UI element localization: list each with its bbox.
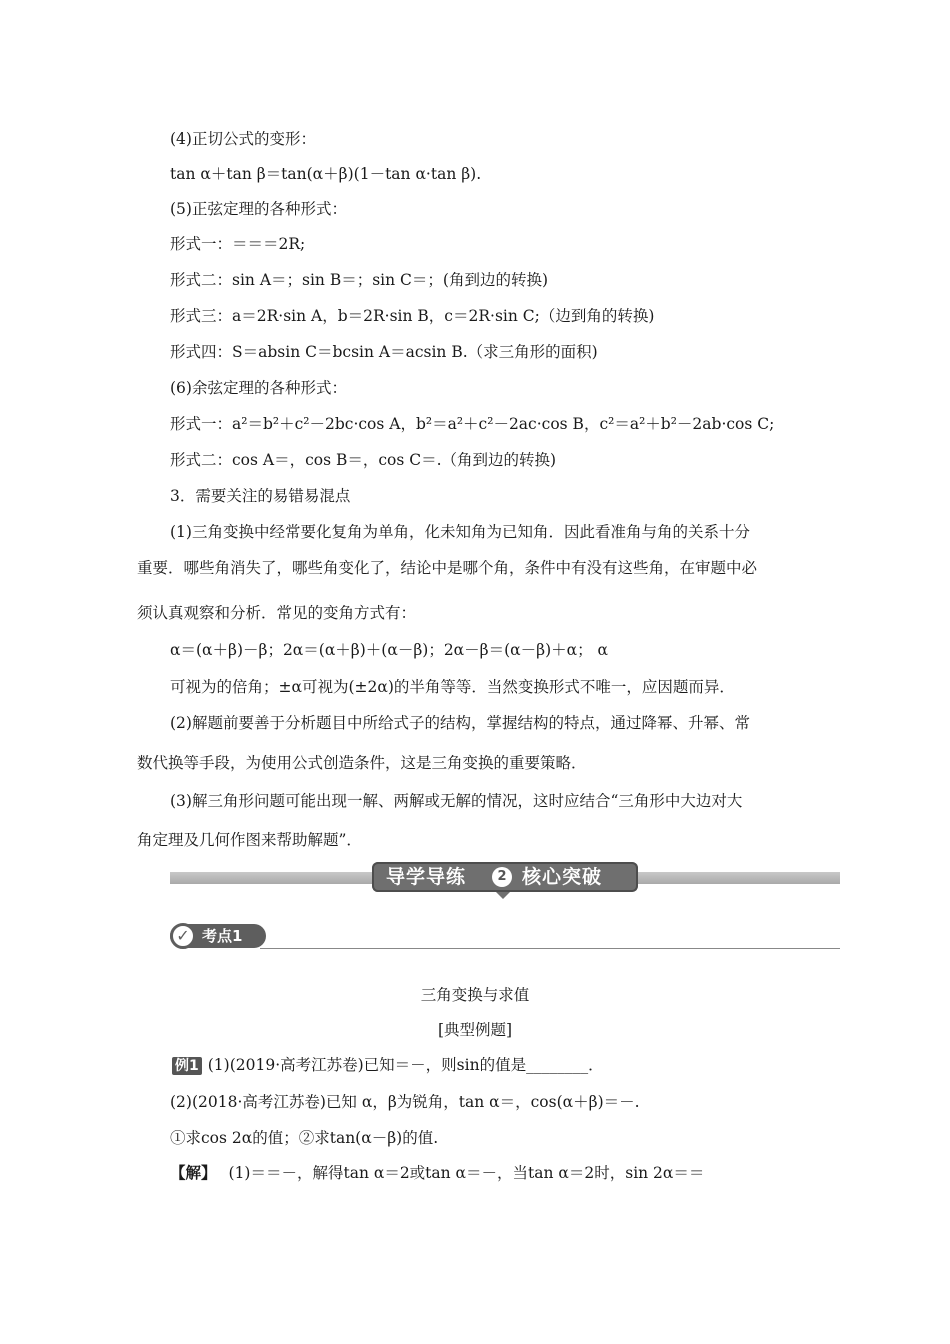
kaodian-pill <box>170 924 266 948</box>
text-line: (2)解题前要善于分析题目中所给式子的结构，掌握结构的特点，通过降幂、升幂、常 <box>170 714 750 732</box>
text-line: (6)余弦定理的各种形式： <box>170 379 347 397</box>
text-line: 须认真观察和分析．常见的变角方式有： <box>137 604 417 622</box>
banner-tab <box>372 862 638 892</box>
text-line: α＝(α＋β)－β；2α＝(α＋β)＋(α－β)；2α－β＝(α－β)＋α； α <box>170 641 608 659</box>
banner-right-text: 核心突破 <box>522 866 603 888</box>
example-badge: 例1 <box>172 1057 202 1075</box>
divider <box>260 948 840 949</box>
text-line: (4)正切公式的变形： <box>170 130 316 148</box>
number-circle-icon: 2 <box>492 867 512 887</box>
text-line: 形式一：＝＝＝2R; <box>170 235 306 253</box>
example-line: (2)(2018·高考江苏卷)已知 α，β为锐角，tan α＝，cos(α＋β)＝－. <box>170 1093 640 1111</box>
section-subtitle: [典型例题] <box>437 1021 513 1039</box>
solution-label: 【解】 <box>170 1163 217 1182</box>
text-line: 可视为的倍角；±α可视为(±2α)的半角等等．当然变换形式不唯一，应因题而异． <box>170 678 735 696</box>
banner-arrow-icon <box>496 892 510 899</box>
text-line: 数代换等手段，为使用公式创造条件，这是三角变换的重要策略． <box>137 754 587 772</box>
text-line: (5)正弦定理的各种形式： <box>170 200 347 218</box>
text-line: 形式四：S＝absin C＝bcsin A＝acsin B.（求三角形的面积) <box>170 343 598 361</box>
text-line: 3．需要关注的易错易混点 <box>170 487 351 505</box>
text-line: 重要．哪些角消失了，哪些角变化了，结论中是哪个角，条件中有没有这些角，在审题中必 <box>137 559 758 577</box>
example-text: (1)(2019·高考江苏卷)已知＝－，则sin的值是________． <box>207 1056 604 1074</box>
text-line: 形式三：a＝2R·sin A，b＝2R·sin B，c＝2R·sin C;（边到角的转换) <box>170 307 655 325</box>
text-line: 形式二：cos A＝，cos B＝，cos C＝.（角到边的转换) <box>170 451 557 469</box>
solution-text: (1)＝＝－，解得tan α＝2或tan α＝－，当tan α＝2时，sin 2α＝＝ <box>228 1164 705 1182</box>
text-line: (1)三角变换中经常要化复角为单角，化未知角为已知角．因此看准角与角的关系十分 <box>170 523 750 541</box>
text-line: 形式一：a²＝b²＋c²－2bc·cos A，b²＝a²＋c²－2ac·cos B，c²＝a²＋b²－2ab·cos C; <box>170 415 775 433</box>
example-line <box>172 1055 604 1075</box>
text-line: 形式二：sin A＝；sin B＝；sin C＝；(角到边的转换) <box>170 271 549 289</box>
text-line: 角定理及几何作图来帮助解题”． <box>137 831 362 849</box>
section-title: 三角变换与求值 <box>420 986 530 1004</box>
section-banner <box>170 862 840 894</box>
check-icon: ✓ <box>170 923 196 949</box>
kaodian-text: 考点1 <box>202 927 243 945</box>
kaodian-label <box>170 920 840 950</box>
text-line: tan α＋tan β＝tan(α＋β)(1－tan α·tan β). <box>170 165 482 183</box>
banner-left-text: 导学导练 <box>386 866 467 888</box>
text-line: (3)解三角形问题可能出现一解、两解或无解的情况，这时应结合“三角形中大边对大 <box>170 792 743 810</box>
solution-line <box>170 1163 704 1183</box>
example-line: ①求cos 2α的值；②求tan(α－β)的值. <box>170 1129 439 1147</box>
